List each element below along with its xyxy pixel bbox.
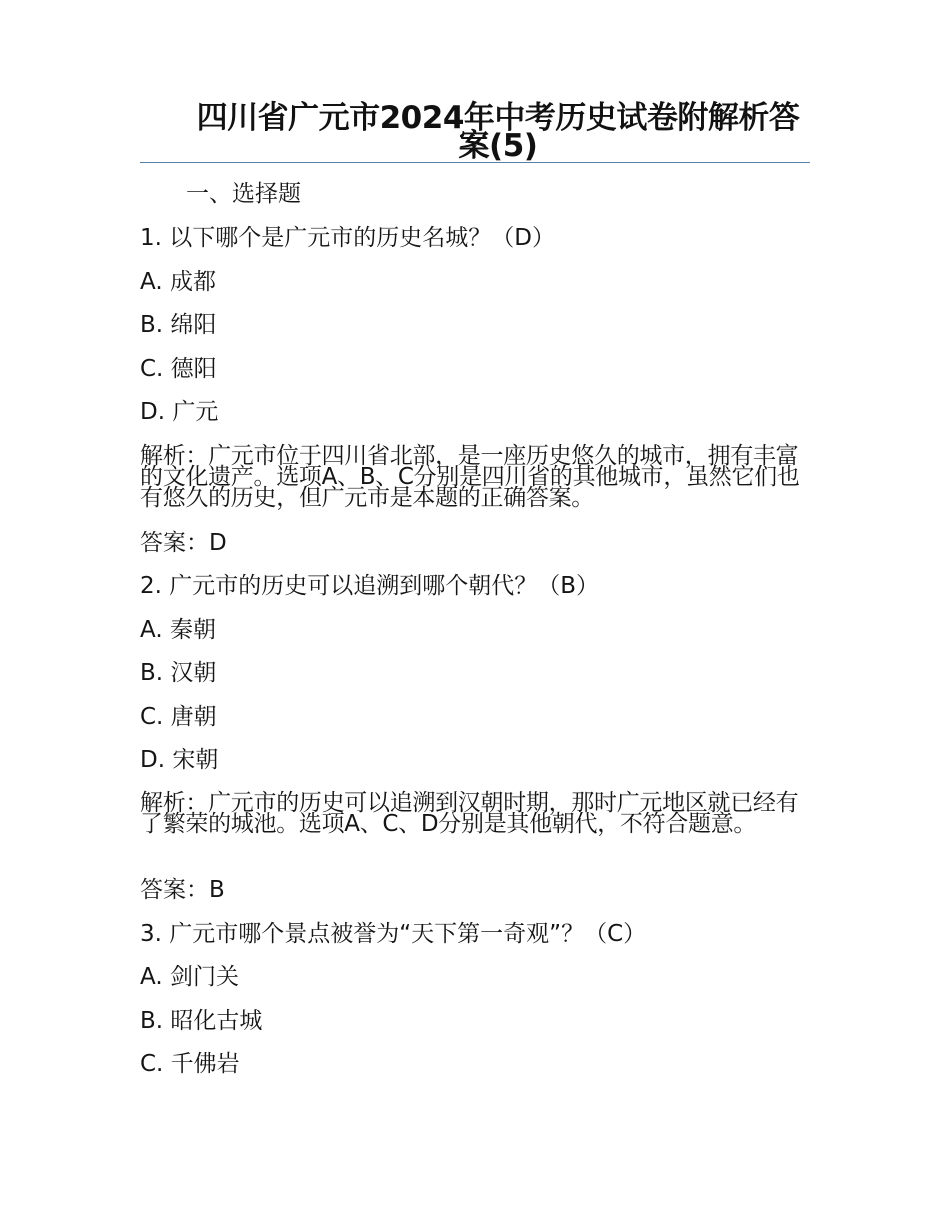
question-1-answer: 答案：D	[140, 530, 227, 556]
question-2-analysis: 解析：广元市的历史可以追溯到汉朝时期，那时广元地区就已经有了繁荣的城池。选项A、C、D分别是其他朝代，不符合题意。	[140, 790, 799, 837]
question-1-stem: 1. 以下哪个是广元市的历史名城？（D）	[140, 225, 555, 251]
section-heading: 一、选择题	[186, 181, 301, 207]
title-block	[140, 100, 810, 164]
question-2-stem: 2. 广元市的历史可以追溯到哪个朝代？（B）	[140, 573, 600, 599]
question-1-option-a: A. 成都	[140, 269, 216, 295]
question-2-option-c: C. 唐朝	[140, 704, 217, 730]
question-1-analysis: 解析：广元市位于四川省北部，是一座历史悠久的城市，拥有丰富的文化遗产。选项A、B、C分别是四川省的其他城市，虽然它们也有悠久的历史，但广元市是本题的正确答案。	[140, 443, 800, 511]
question-2-option-a: A. 秦朝	[140, 617, 216, 643]
question-2-option-b: B. 汉朝	[140, 660, 217, 686]
question-2-option-d: D. 宋朝	[140, 747, 219, 773]
question-3-option-a: A. 剑门关	[140, 964, 239, 990]
question-1-option-d: D. 广元	[140, 399, 219, 425]
page-title: 四川省广元市2024年中考历史试卷附解析答案(5)	[196, 100, 800, 164]
question-3-option-b: B. 昭化古城	[140, 1008, 263, 1034]
question-1-option-b: B. 绵阳	[140, 312, 217, 338]
question-3-option-c: C. 千佛岩	[140, 1051, 240, 1077]
question-1-option-c: C. 德阳	[140, 356, 217, 382]
question-3-stem: 3. 广元市哪个景点被誉为“天下第一奇观”？（C）	[140, 921, 647, 947]
question-2-answer: 答案：B	[140, 877, 225, 903]
